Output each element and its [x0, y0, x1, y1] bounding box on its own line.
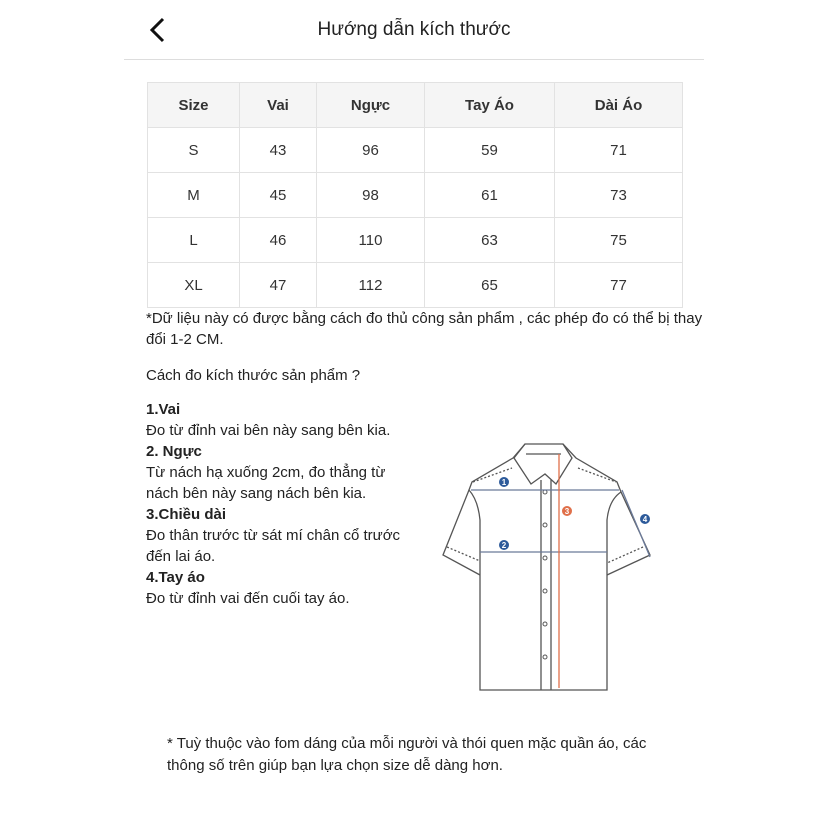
cell: 73 — [555, 173, 683, 218]
cell: 59 — [425, 128, 555, 173]
cell: 98 — [317, 173, 425, 218]
cell: 77 — [555, 263, 683, 308]
marker-label: 3 — [564, 507, 570, 516]
cell: 75 — [555, 218, 683, 263]
cell: 96 — [317, 128, 425, 173]
step-desc: Đo thân trước từ sát mí chân cổ trước đến lai áo. — [146, 527, 401, 565]
cell: 45 — [240, 173, 317, 218]
col-header: Ngực — [317, 83, 425, 128]
cell: 43 — [240, 128, 317, 173]
marker-label: 1 — [501, 478, 507, 487]
col-header: Tay Áo — [425, 83, 555, 128]
step-desc: Đo từ đỉnh vai đến cuối tay áo. — [146, 590, 350, 607]
cell: L — [148, 218, 240, 263]
step-desc: Đo từ đỉnh vai bên này sang bên kia. — [146, 422, 391, 439]
cell: 112 — [317, 263, 425, 308]
cell: 63 — [425, 218, 555, 263]
cell: 47 — [240, 263, 317, 308]
cell: 46 — [240, 218, 317, 263]
how-to-measure-title: Cách đo kích thước sản phẩm ? — [146, 367, 361, 384]
page-title: Hướng dẫn kích thước — [317, 19, 511, 40]
cell: XL — [148, 263, 240, 308]
cell: 71 — [555, 128, 683, 173]
step-title: 1.Vai — [146, 401, 181, 418]
cell: 65 — [425, 263, 555, 308]
step-title: 3.Chiều dài — [146, 506, 227, 523]
cell: 110 — [317, 218, 425, 263]
measurement-note: *Dữ liệu này có được bằng cách đo thủ công sản phẩm , các phép đo có thể bị thay đổi 1-2 CM. — [146, 310, 703, 348]
col-header: Size — [148, 83, 240, 128]
footer-note: * Tuỳ thuộc vào fom dáng của mỗi người và thói quen mặc quần áo, các thông số trên giúp bạn lựa chọn size dễ dàng hơn. — [167, 735, 647, 774]
cell: M — [148, 173, 240, 218]
cell: S — [148, 128, 240, 173]
col-header: Vai — [240, 83, 317, 128]
step-title: 4.Tay áo — [146, 569, 205, 586]
marker-label: 2 — [501, 541, 507, 550]
step-title: 2. Ngực — [146, 443, 202, 460]
col-header: Dài Áo — [555, 83, 683, 128]
cell: 61 — [425, 173, 555, 218]
step-desc: Từ nách hạ xuống 2cm, đo thẳng từ nách bên này sang nách bên kia. — [146, 464, 386, 502]
marker-label: 4 — [642, 515, 648, 524]
